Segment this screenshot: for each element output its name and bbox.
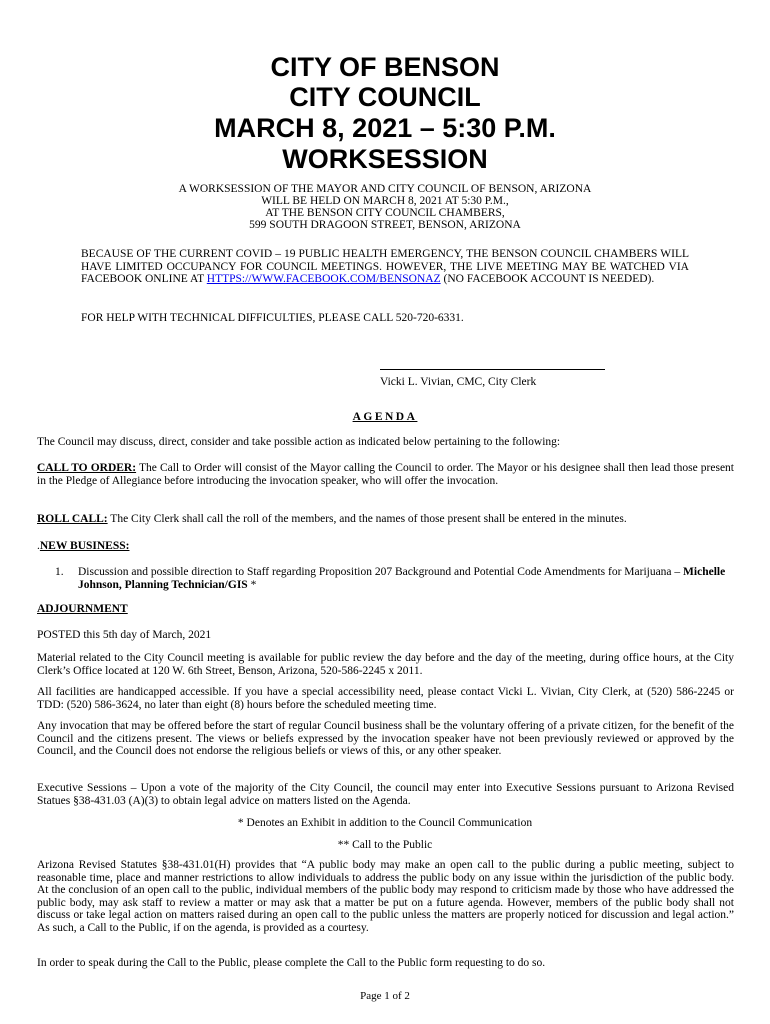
facilities-paragraph: All facilities are handicapped accessible. If you have a special accessibility need, please contact Vicki L. Vivian, City Clerk, at (520) 586-2245 or TDD: (520) 586-3624, no later than eight (8) hours before the scheduled meeting time.	[37, 686, 734, 711]
agenda-heading-text: AGENDA	[352, 411, 418, 423]
intro-line-3: AT THE BENSON CITY COUNCIL CHAMBERS,	[265, 207, 505, 219]
call-to-order	[37, 462, 734, 487]
new-business	[37, 540, 337, 553]
covid-notice	[81, 248, 689, 286]
adjournment-label: ADJOURNMENT	[37, 603, 128, 615]
posted-date: POSTED this 5th day of March, 2021	[37, 629, 212, 641]
clerk-signature-name: Vicki L. Vivian, CMC, City Clerk	[380, 376, 537, 388]
roll-call-label: ROLL CALL:	[37, 513, 108, 525]
help-line: FOR HELP WITH TECHNICAL DIFFICULTIES, PLEASE CALL 520-720-6331.	[81, 312, 464, 324]
new-business-prefix: .	[37, 540, 40, 552]
call-to-order-text: The Call to Order will consist of the Mayor calling the Council to order. The Mayor or his designee shall then lead those present in the Pledge of Allegiance before introducing the invocation speaker, who will offer the invocation.	[37, 462, 734, 487]
executive-paragraph: Executive Sessions – Upon a vote of the majority of the City Council, the council may enter into Executive Sessions pursuant to Arizona Revised Statues §38-431.03 (A)(3) to obtain legal advice on matters listed on the Agenda.	[37, 782, 734, 807]
roll-call	[37, 513, 737, 526]
facebook-link[interactable]: HTTPS://WWW.FACEBOOK.COM/BENSONAZ	[206, 273, 441, 286]
intro-line-4: 599 SOUTH DRAGOON STREET, BENSON, ARIZONA	[249, 219, 521, 231]
item-1-presenter: Michelle Johnson, Planning Technician/GIS	[78, 566, 726, 591]
title-worksession: WORKSESSION	[282, 144, 488, 174]
item-1-suffix: *	[247, 578, 257, 591]
signature-line	[380, 369, 605, 370]
item-1	[78, 566, 738, 591]
invocation-paragraph: Any invocation that may be offered before the start of regular Council business shall be the voluntary offering of a private citizen, for the benefit of the Council and the citizens present. The views or beliefs expressed by the invocation speaker have not been previously reviewed or approved by the Council, and the Council does not endorse the religious beliefs or views of this, or any other speaker.	[37, 720, 734, 758]
agenda-intro: The Council may discuss, direct, consider and take possible action as indicated below pertaining to the following:	[37, 436, 561, 448]
title-city: CITY OF BENSON	[270, 52, 500, 82]
material-paragraph: Material related to the City Council meeting is available for public review the day before and the day of the meeting, during office hours, at the City Clerk’s Office located at 120 W. 6th Street, Benson, Arizona, 520-586-2245 x 2011.	[37, 652, 734, 677]
call-to-order-label: CALL TO ORDER:	[37, 462, 137, 474]
speak-paragraph: In order to speak during the Call to the Public, please complete the Call to the Public form requesting to do so.	[37, 957, 546, 969]
item-1-text: Discussion and possible direction to Staff regarding Proposition 207 Background and Potential Code Amendments for Marijuana –	[78, 566, 684, 578]
intro-line-2: WILL BE HELD ON MARCH 8, 2021 AT 5:30 P.M.,	[261, 195, 509, 207]
title-council: CITY COUNCIL	[289, 82, 481, 112]
agenda-heading	[0, 411, 770, 424]
page-number: Page 1 of 2	[360, 990, 410, 1002]
call-public-paragraph: Arizona Revised Statutes §38-431.01(H) provides that “A public body may make an open call to the public during a public meeting, subject to reasonable time, place and manner restrictions to allow individuals to address the public body on any issue within the jurisdiction of the public body. At the conclusion of an open call to the public, individual members of the public body may respond to criticism made by those who have addressed the public body, may ask staff to review a matter or may ask that a matter be put on a future agenda. However, members of the public body shall not discuss or take legal action on matters raised during an open call to the public unless the matters are properly noticed for discussion and legal action.” As such, a Call to the Public, if on the agenda, is provided as a courtesy.	[37, 859, 734, 934]
item-1-number: 1.	[55, 566, 64, 578]
exhibit-note: * Denotes an Exhibit in addition to the Council Communication	[237, 817, 533, 829]
covid-text: BECAUSE OF THE CURRENT COVID – 19 PUBLIC HEALTH EMERGENCY, THE BENSON COUNCIL CHAMBERS WILL HAVE LIMITED OCCUPANCY FOR COUNCIL MEETINGS. HOWEVER, THE LIVE MEETING MAY BE WATCHED VIA FACEBOOK ONLINE AT	[81, 248, 689, 286]
adjournment	[37, 603, 337, 616]
new-business-label: NEW BUSINESS:	[39, 540, 130, 552]
call-public-heading: ** Call to the Public	[337, 839, 433, 851]
roll-call-text: The City Clerk shall call the roll of the members, and the names of those present shall be entered in the minutes.	[107, 513, 627, 525]
title-date: MARCH 8, 2021 – 5:30 P.M.	[214, 113, 556, 143]
intro-line-1: A WORKSESSION OF THE MAYOR AND CITY COUNCIL OF BENSON, ARIZONA	[178, 183, 592, 195]
covid-after-link: (NO FACEBOOK ACCOUNT IS NEEDED).	[440, 273, 655, 286]
